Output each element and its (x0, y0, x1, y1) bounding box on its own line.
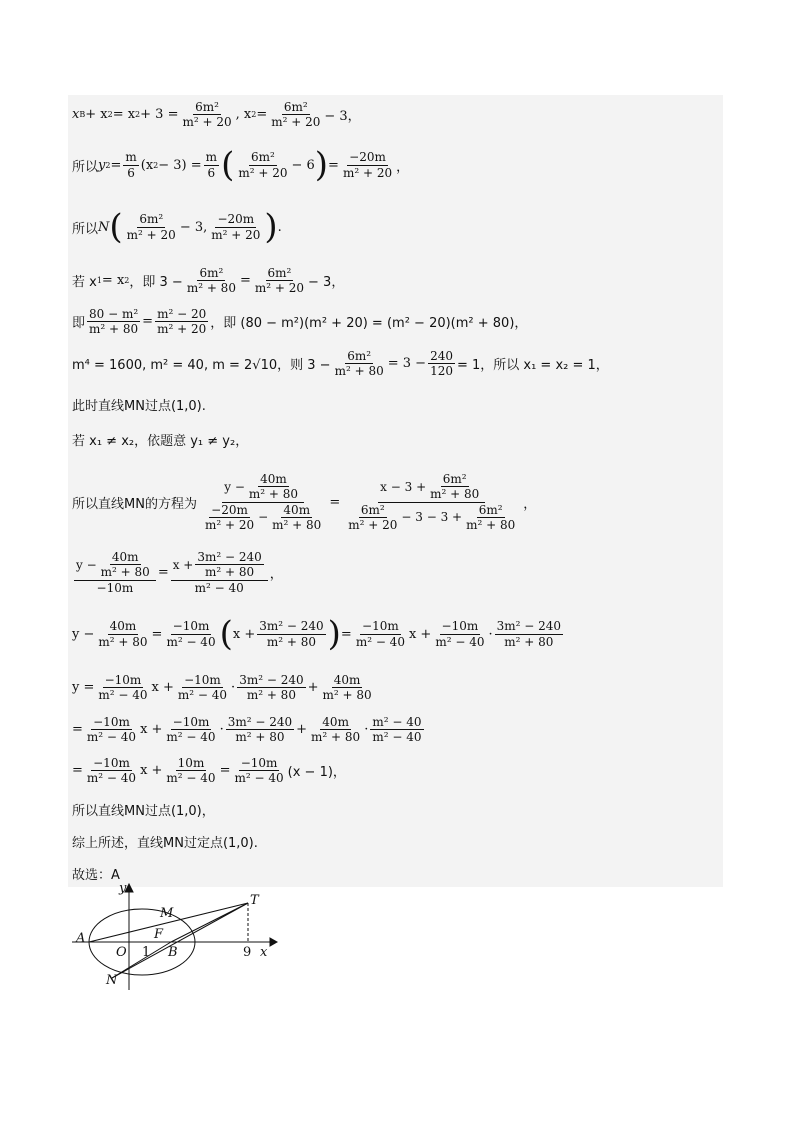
equation-line-12 (72, 673, 376, 703)
text: = (328, 157, 339, 173)
text: = (340, 626, 352, 642)
text: − 3， (308, 275, 345, 291)
fraction (309, 715, 362, 745)
text: (x (140, 157, 154, 173)
text: ，即 3 − (129, 275, 183, 291)
denominator: m² + 80 (322, 688, 372, 703)
numerator: −10m (93, 715, 130, 729)
paren: ( (109, 207, 123, 247)
text: = (142, 314, 154, 330)
paren: ) (264, 207, 278, 247)
fraction (199, 472, 327, 533)
label-1: 1 (142, 945, 151, 960)
label-B: B (168, 945, 178, 960)
text: ， (269, 567, 283, 583)
text: = (239, 273, 251, 289)
text: y (98, 157, 106, 173)
fraction (164, 715, 217, 745)
text: , x (235, 107, 252, 123)
numerator: −10m (184, 673, 221, 687)
denominator: m² + 80 (266, 634, 316, 649)
equation-line-3 (72, 207, 282, 247)
numerator: −10m (362, 619, 399, 634)
numerator: 6m² (478, 502, 503, 517)
summary-line: 综上所述，直线MN过定点(1,0). (72, 836, 258, 851)
label-M: M (160, 906, 174, 921)
text: 2 (107, 110, 113, 120)
numerator: 40m (322, 715, 349, 729)
label-x: x (260, 945, 268, 960)
numerator: 3m² − 240 (239, 673, 304, 687)
numerator: 6m² (360, 502, 385, 517)
denominator: −10m (96, 580, 134, 595)
fraction (428, 349, 455, 379)
numerator: −20m (349, 150, 386, 165)
denominator: m² − 40 (166, 771, 216, 786)
fraction (354, 619, 407, 649)
text: 所以 (72, 159, 99, 175)
denominator: m² + 80 (246, 688, 296, 703)
denominator: m² + 80 (89, 322, 139, 337)
equation-line-14 (72, 756, 346, 786)
fraction (342, 472, 521, 533)
text: x + (140, 763, 163, 779)
numerator: 3m² − 240 (259, 619, 324, 634)
fraction (164, 756, 217, 786)
text: = (72, 763, 83, 779)
numerator: 6m² (442, 472, 467, 486)
denominator (342, 503, 521, 533)
denominator: m² + 20 (342, 165, 393, 180)
numerator (171, 550, 268, 581)
numerator: 40m (260, 472, 287, 486)
fraction (185, 266, 238, 296)
fraction (270, 503, 323, 533)
fraction (321, 673, 374, 703)
label-y: y (119, 881, 127, 896)
denominator: 6 (207, 165, 216, 180)
text: x + (140, 722, 163, 738)
text: + (307, 680, 319, 696)
denominator: m² + 80 (334, 364, 384, 379)
fraction (253, 266, 306, 296)
denominator: m² + 20 (348, 518, 398, 533)
numerator: 3m² − 240 (197, 550, 262, 564)
line-NT (112, 903, 248, 978)
fraction (87, 307, 140, 337)
fraction (341, 150, 394, 180)
denominator: m² − 40 (355, 634, 405, 649)
denominator: m² − 40 (166, 730, 216, 745)
text: x − 3 + (380, 479, 427, 494)
text: x + (151, 680, 174, 696)
denominator: m² + 80 (98, 634, 148, 649)
label-9: 9 (243, 945, 252, 960)
denominator: m² + 20 (238, 165, 288, 180)
numerator: 40m (109, 619, 137, 634)
text: (x − 1)， (287, 765, 346, 781)
denominator: m² + 80 (430, 487, 480, 502)
fraction (209, 212, 262, 242)
denominator: m² + 20 (182, 115, 232, 130)
denominator: m² + 20 (126, 227, 176, 242)
text: = x (101, 273, 125, 289)
numerator: 6m² (283, 100, 308, 114)
text: x + (408, 626, 432, 642)
text: y − (76, 557, 97, 572)
denominator: m² − 40 (234, 771, 284, 786)
text: 所以 (72, 221, 99, 237)
paren: ( (219, 614, 233, 654)
fraction (74, 550, 156, 595)
denominator: m² + 80 (186, 281, 236, 296)
text: N (98, 219, 110, 235)
numerator: 10m (177, 756, 205, 770)
denominator: m² + 80 (504, 634, 554, 649)
fraction (237, 673, 305, 703)
fraction (195, 550, 263, 580)
denominator: m² + 80 (311, 730, 361, 745)
equation-line-11 (72, 614, 565, 654)
denominator (199, 503, 327, 533)
paren: ( (221, 145, 235, 185)
numerator: 3m² − 240 (496, 619, 562, 634)
numerator: −10m (240, 756, 278, 770)
text: + (296, 722, 308, 738)
numerator: 6m² (195, 100, 219, 114)
text: − 3， (324, 109, 361, 125)
equation-line-1 (72, 100, 361, 130)
text: y − (224, 479, 245, 494)
text: . (277, 219, 282, 235)
x-axis-arrow (270, 938, 277, 946)
text: − 3 − 3 + (401, 510, 463, 525)
equation-line-6 (72, 349, 609, 379)
denominator: m² − 40 (194, 580, 244, 595)
denominator: m² − 40 (435, 634, 485, 649)
paren: ) (314, 145, 329, 185)
numerator: 3m² − 240 (227, 715, 293, 729)
text: = x (112, 107, 136, 123)
label-F: F (154, 927, 164, 942)
denominator: m² + 20 (211, 227, 261, 242)
fraction (85, 756, 138, 786)
fraction (171, 550, 268, 595)
fraction (176, 673, 229, 703)
fraction (433, 619, 486, 649)
fraction (247, 472, 300, 502)
fraction (99, 550, 152, 580)
numerator: 40m (333, 673, 361, 687)
text: · (488, 626, 493, 642)
text: + 3 = (140, 107, 179, 123)
denominator: m² + 20 (271, 115, 321, 130)
fraction (428, 472, 481, 502)
fraction (125, 212, 178, 242)
fraction (226, 715, 294, 745)
numerator (378, 472, 485, 503)
text: 即 (72, 316, 86, 332)
text: = (329, 494, 341, 510)
numerator: 6m² (347, 349, 372, 363)
denominator: m² + 80 (466, 518, 516, 533)
numerator: −10m (93, 756, 130, 770)
fraction (346, 503, 399, 533)
equation-line-2 (72, 145, 410, 185)
text: x (72, 107, 80, 123)
fraction (203, 503, 256, 533)
numerator: m² − 20 (157, 307, 207, 321)
fraction (495, 619, 563, 649)
denominator: m² − 40 (177, 688, 228, 703)
numerator: −10m (172, 619, 210, 634)
text: = (110, 157, 122, 173)
numerator: 240 (430, 349, 453, 363)
conclusion-line-1: 此时直线MN过点(1,0). (72, 399, 206, 414)
text: = (72, 722, 83, 738)
denominator: m² − 40 (372, 730, 422, 745)
numerator: 40m (283, 502, 311, 517)
denominator: m² − 40 (86, 730, 137, 745)
text: 2 (251, 110, 257, 120)
numerator: 6m² (250, 150, 275, 165)
equation-line-9 (72, 472, 536, 533)
text: · (219, 722, 224, 738)
text: x + (232, 626, 256, 642)
fraction (123, 150, 138, 180)
text: m⁴ = 1600, m² = 40, m = 2√10，则 3 − (72, 358, 331, 374)
label-T: T (250, 893, 259, 908)
equation-line-4 (72, 266, 344, 296)
text: ， (523, 496, 537, 512)
text: 2 (105, 160, 111, 170)
numerator: −20m (211, 502, 248, 517)
fraction (236, 150, 289, 180)
numerator: −20m (217, 212, 255, 227)
numerator: −10m (104, 673, 142, 687)
text: = (256, 107, 268, 123)
numerator: m (205, 150, 218, 165)
text: + x (85, 107, 108, 123)
denominator: m² + 20 (157, 322, 207, 337)
text: = 1，所以 x₁ = x₂ = 1， (456, 358, 609, 374)
fraction (257, 619, 325, 649)
fraction (180, 100, 233, 130)
denominator: m² + 80 (272, 518, 322, 533)
text: · (364, 722, 369, 738)
text: 2 (124, 276, 130, 286)
equation-line-10 (72, 550, 283, 595)
text: = 3 − (387, 356, 427, 372)
denominator: 6 (127, 165, 135, 180)
ellipse-figure (72, 880, 282, 990)
denominator: m² + 80 (248, 487, 299, 502)
label-N: N (106, 973, 118, 988)
fraction (232, 756, 285, 786)
numerator: 40m (111, 550, 139, 564)
text: 2 (135, 110, 141, 120)
denominator: m² − 40 (98, 688, 148, 703)
fraction (269, 100, 322, 130)
text: x + (172, 557, 194, 572)
text: − 6 (291, 157, 315, 173)
text: · (231, 680, 236, 696)
fraction (464, 503, 517, 533)
text: y = (72, 680, 95, 696)
fraction (204, 150, 219, 180)
denominator: m² + 20 (254, 281, 305, 296)
numerator: 80 − m² (89, 307, 139, 321)
denominator: m² + 80 (100, 565, 150, 580)
numerator (222, 472, 304, 503)
numerator: −10m (172, 715, 210, 729)
fraction (96, 673, 149, 703)
numerator: m² − 40 (372, 715, 422, 729)
numerator: 6m² (199, 266, 224, 280)
fraction (155, 307, 208, 337)
label-O: O (116, 945, 127, 960)
numerator: −10m (441, 619, 479, 634)
text: = (151, 626, 163, 642)
numerator: 6m² (139, 212, 164, 227)
denominator: m² − 40 (86, 771, 137, 786)
conclusion-line-2: 所以直线MN过点(1,0)， (72, 804, 215, 819)
equation-line-5 (72, 307, 527, 337)
text: 1 (96, 276, 102, 286)
text: − (258, 510, 269, 525)
answer-line: 故选：A (72, 868, 120, 883)
text: 所以直线MN的方程为 (72, 496, 197, 512)
text: = (219, 763, 231, 779)
numerator (74, 550, 156, 581)
text: 若 x (72, 275, 97, 291)
denominator: m² − 40 (166, 634, 216, 649)
text: ， (396, 159, 410, 175)
paren: ) (327, 614, 341, 654)
fraction (164, 619, 217, 649)
fraction (85, 715, 138, 745)
denominator: 120 (430, 364, 453, 379)
fraction (96, 619, 149, 649)
text: y − (72, 626, 95, 642)
text: − 3, (179, 219, 208, 235)
text: − 3) = (158, 157, 202, 173)
equation-line-13 (72, 715, 426, 745)
fraction (370, 715, 423, 745)
denominator: m² + 80 (235, 730, 285, 745)
text: = (157, 565, 169, 581)
label-A: A (76, 931, 86, 946)
numerator: m (125, 150, 137, 165)
denominator: m² + 80 (204, 565, 255, 580)
case-line: 若 x₁ ≠ x₂，依题意 y₁ ≠ y₂， (72, 434, 249, 449)
fraction (333, 349, 386, 379)
text: B (79, 110, 86, 120)
numerator: 6m² (267, 266, 292, 280)
text: ，即 (80 − m²)(m² + 20) = (m² − 20)(m² + 80)， (210, 316, 528, 332)
text: 2 (153, 160, 159, 170)
denominator: m² + 20 (204, 518, 255, 533)
